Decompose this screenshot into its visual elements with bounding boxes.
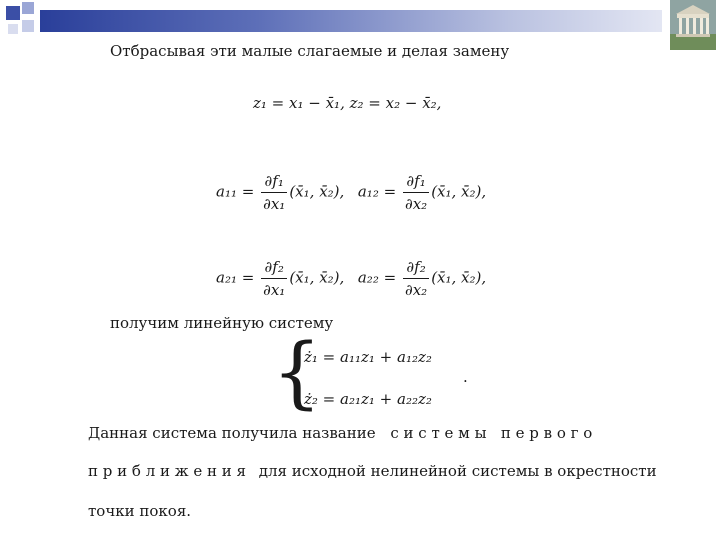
coefficient-row-2 — [216, 256, 486, 301]
fraction-a21 — [261, 256, 287, 301]
system-brace: { — [272, 328, 322, 418]
header-banner — [40, 10, 662, 32]
intro-text: Отбрасывая эти малые слагаемые и делая замену — [110, 42, 510, 60]
result-intro-text: получим линейную систему — [110, 314, 334, 332]
substitution-formula: z₁ = x₁ − x̄₁, z₂ = x₂ − x̄₂, — [253, 94, 442, 112]
a21-lhs: a₂₁ = — [216, 268, 255, 287]
system-end-period: . — [463, 368, 468, 386]
a21-args: (x̄₁, x̄₂), — [289, 268, 345, 287]
coefficient-row-1 — [216, 170, 486, 215]
fraction-numerator: ∂f₂ — [403, 256, 429, 279]
fraction-numerator: ∂f₂ — [261, 256, 287, 279]
fraction-denominator: ∂x₂ — [404, 281, 428, 299]
paragraph-line-1 — [88, 424, 592, 442]
deco-square — [22, 20, 34, 32]
system-equation-2: ż₂ = a₂₁z₁ + a₂₂z₂ — [304, 390, 432, 408]
deco-square — [22, 2, 34, 14]
fraction-denominator: ∂x₁ — [263, 195, 286, 213]
paragraph-text: для исходной нелинейной системы в окрестности — [258, 462, 657, 480]
a22-lhs: a₂₂ = — [357, 268, 397, 287]
system-equation-1: ż₁ = a₁₁z₁ + a₁₂z₂ — [304, 348, 432, 366]
a11-lhs: a₁₁ = — [216, 182, 255, 201]
a11-args: (x̄₁, x̄₂), — [289, 182, 345, 201]
paragraph-line-3: точки покоя. — [88, 502, 192, 520]
a12-args: (x̄₁, x̄₂), — [431, 182, 487, 201]
paragraph-line-2 — [88, 462, 657, 480]
fraction-denominator: ∂x₂ — [404, 195, 428, 213]
fraction-numerator: ∂f₁ — [403, 170, 429, 193]
building-logo-icon — [670, 0, 716, 50]
fraction-numerator: ∂f₁ — [261, 170, 287, 193]
term-emphasis: с и с т е м ы п е р в о г о — [390, 424, 593, 442]
paragraph-text: Данная система получила название — [88, 424, 376, 442]
deco-square — [6, 6, 20, 20]
fraction-a12 — [403, 170, 429, 215]
a22-args: (x̄₁, x̄₂), — [431, 268, 487, 287]
fraction-a22 — [403, 256, 429, 301]
fraction-a11 — [261, 170, 287, 215]
a12-lhs: a₁₂ = — [357, 182, 397, 201]
fraction-denominator: ∂x₁ — [263, 281, 286, 299]
deco-square — [8, 24, 18, 34]
term-emphasis: п р и б л и ж е н и я — [88, 462, 246, 480]
